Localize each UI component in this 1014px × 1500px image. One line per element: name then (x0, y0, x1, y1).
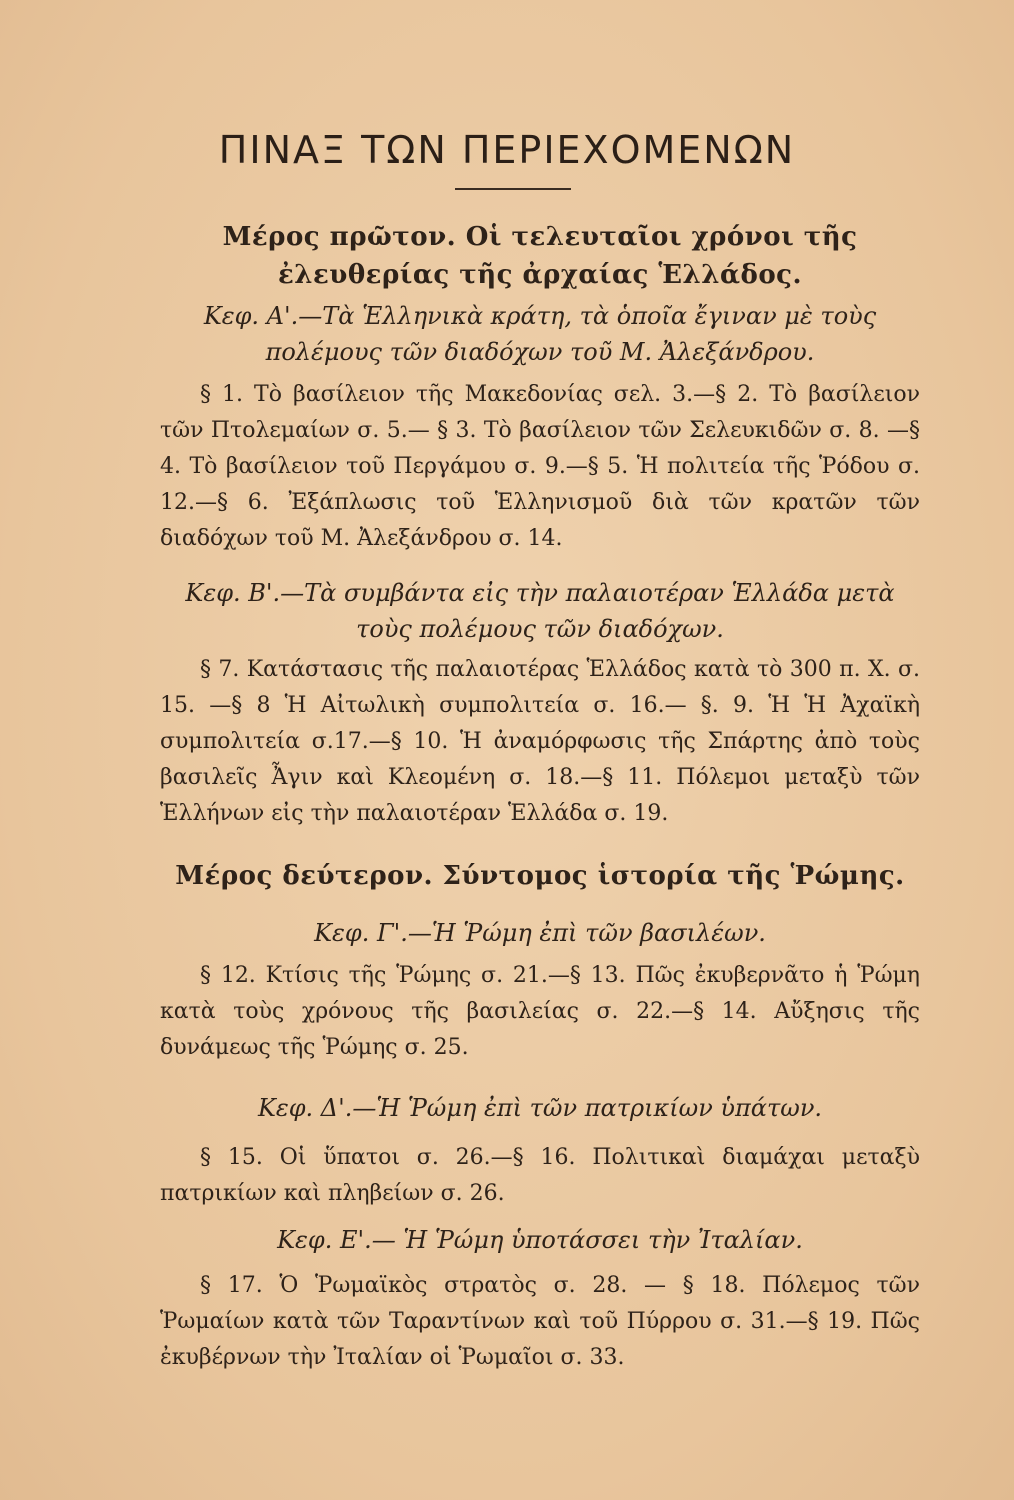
chapter-e-sections (160, 1268, 920, 1376)
part-two-text: Σύντομος ἱστορία τῆς Ῥώμης. (442, 861, 905, 891)
chapter-d-label: Κεφ. Δ'. (257, 1094, 353, 1122)
chapter-c-text: —Ἡ Ῥώμη ἐπὶ τῶν βασιλέων. (407, 919, 766, 947)
chapter-c-paragraph: § 12. Κτίσις τῆς Ῥώμης σ. 21.—§ 13. Πῶς ἐκυβερνᾶτο ἡ Ῥώμη κατὰ τοὺς χρόνους τῆς βασιλείας σ. 22.—§ 14. Αὔξησις τῆς δυνάμεως τῆς Ῥώμης σ. 25. (160, 963, 920, 1060)
part-one-heading (160, 218, 920, 294)
chapter-a-sections (160, 377, 920, 557)
chapter-a-paragraph: § 1. Τὸ βασίλειον τῆς Μακεδονίας σελ. 3.—§ 2. Τὸ βασίλειον τῶν Πτολεμαίων σ. 5.— § 3. Τὸ βασίλειον τῶν Σελευκιδῶν σ. 8. —§ 4. Τὸ βασίλειον τοῦ Περγάμου σ. 9.—§ 5. Ἡ πολιτεία τῆς Ῥόδου σ. 12.—§ 6. Ἐξάπλωσις τοῦ Ἑλληνισμοῦ διὰ τῶν κρατῶν τῶν διαδόχων τοῦ Μ. Ἀλεξάνδρου σ. 14. (160, 382, 920, 551)
chapter-e-heading (160, 1222, 920, 1258)
part-two-heading (160, 857, 920, 895)
chapter-b-paragraph: § 7. Κατάστασις τῆς παλαιοτέρας Ἑλλάδος κατὰ τὸ 300 π. Χ. σ. 15. —§ 8 Ἡ Αἰτωλικὴ συμπολιτεία σ. 16.— §. 9. Ἡ Ἡ Ἀχαϊκὴ συμπολιτεία σ.17.—§ 10. Ἡ ἀναμόρφωσις τῆς Σπάρτης ἀπὸ τοὺς βασιλεῖς Ἆγιν καὶ Κλεομένη σ. 18.—§ 11. Πόλεμοι μεταξὺ τῶν Ἑλλήνων εἰς τὴν παλαιοτέραν Ἑλλάδα σ. 19. (160, 657, 920, 826)
chapter-c-heading (160, 915, 920, 951)
chapter-a-label: Κεφ. Α'. (203, 302, 299, 330)
chapter-e-label: Κεφ. Ε'. (277, 1226, 372, 1254)
page-title: ΠΙΝΑΞ ΤΩΝ ΠΕΡΙΕΧΟΜΕΝΩΝ (218, 128, 796, 172)
chapter-d-sections (160, 1140, 920, 1212)
chapter-d-text: —Ἡ Ῥώμη ἐπὶ τῶν πατρικίων ὑπάτων. (352, 1094, 823, 1122)
chapter-d-paragraph: § 15. Οἱ ὕπατοι σ. 26.—§ 16. Πολιτικαὶ διαμάχαι μεταξὺ πατρικίων καὶ πληβείων σ. 26. (160, 1145, 920, 1206)
chapter-b-sections (160, 652, 920, 832)
part-two-label: Μέρος δεύτερον. (175, 861, 434, 891)
chapter-c-label: Κεφ. Γ'. (314, 919, 408, 947)
part-one-text: Οἱ τελευταῖοι χρόνοι τῆς ἐλευθερίας τῆς ἀρχαίας Ἑλλάδος. (277, 222, 858, 290)
chapter-b-text: —Τὰ συμβάντα εἰς τὴν παλαιοτέραν Ἑλλάδα μετὰ τοὺς πολέμους τῶν διαδόχων. (280, 579, 895, 643)
part-one-label: Μέρος πρῶτον. (222, 222, 457, 252)
title-divider (455, 188, 571, 190)
chapter-b-label: Κεφ. Β'. (185, 579, 281, 607)
chapter-a-text: —Τὰ Ἑλληνικὰ κράτη, τὰ ὁποῖα ἔγιναν μὲ τοὺς πολέμους τῶν διαδόχων τοῦ Μ. Ἀλεξάνδρου. (265, 302, 877, 366)
chapter-a-heading (160, 298, 920, 370)
chapter-b-heading (160, 575, 920, 647)
chapter-e-paragraph: § 17. Ὁ Ῥωμαϊκὸς στρατὸς σ. 28. — § 18. Πόλεμος τῶν Ῥωμαίων κατὰ τῶν Ταραντίνων καὶ τοῦ Πύρρου σ. 31.—§ 19. Πῶς ἐκυβέρνων τὴν Ἰταλίαν οἱ Ῥωμαῖοι σ. 33. (160, 1273, 920, 1370)
chapter-e-text: — Ἡ Ῥώμη ὑποτάσσει τὴν Ἰταλίαν. (371, 1226, 803, 1254)
chapter-c-sections (160, 958, 920, 1066)
chapter-d-heading (160, 1090, 920, 1126)
